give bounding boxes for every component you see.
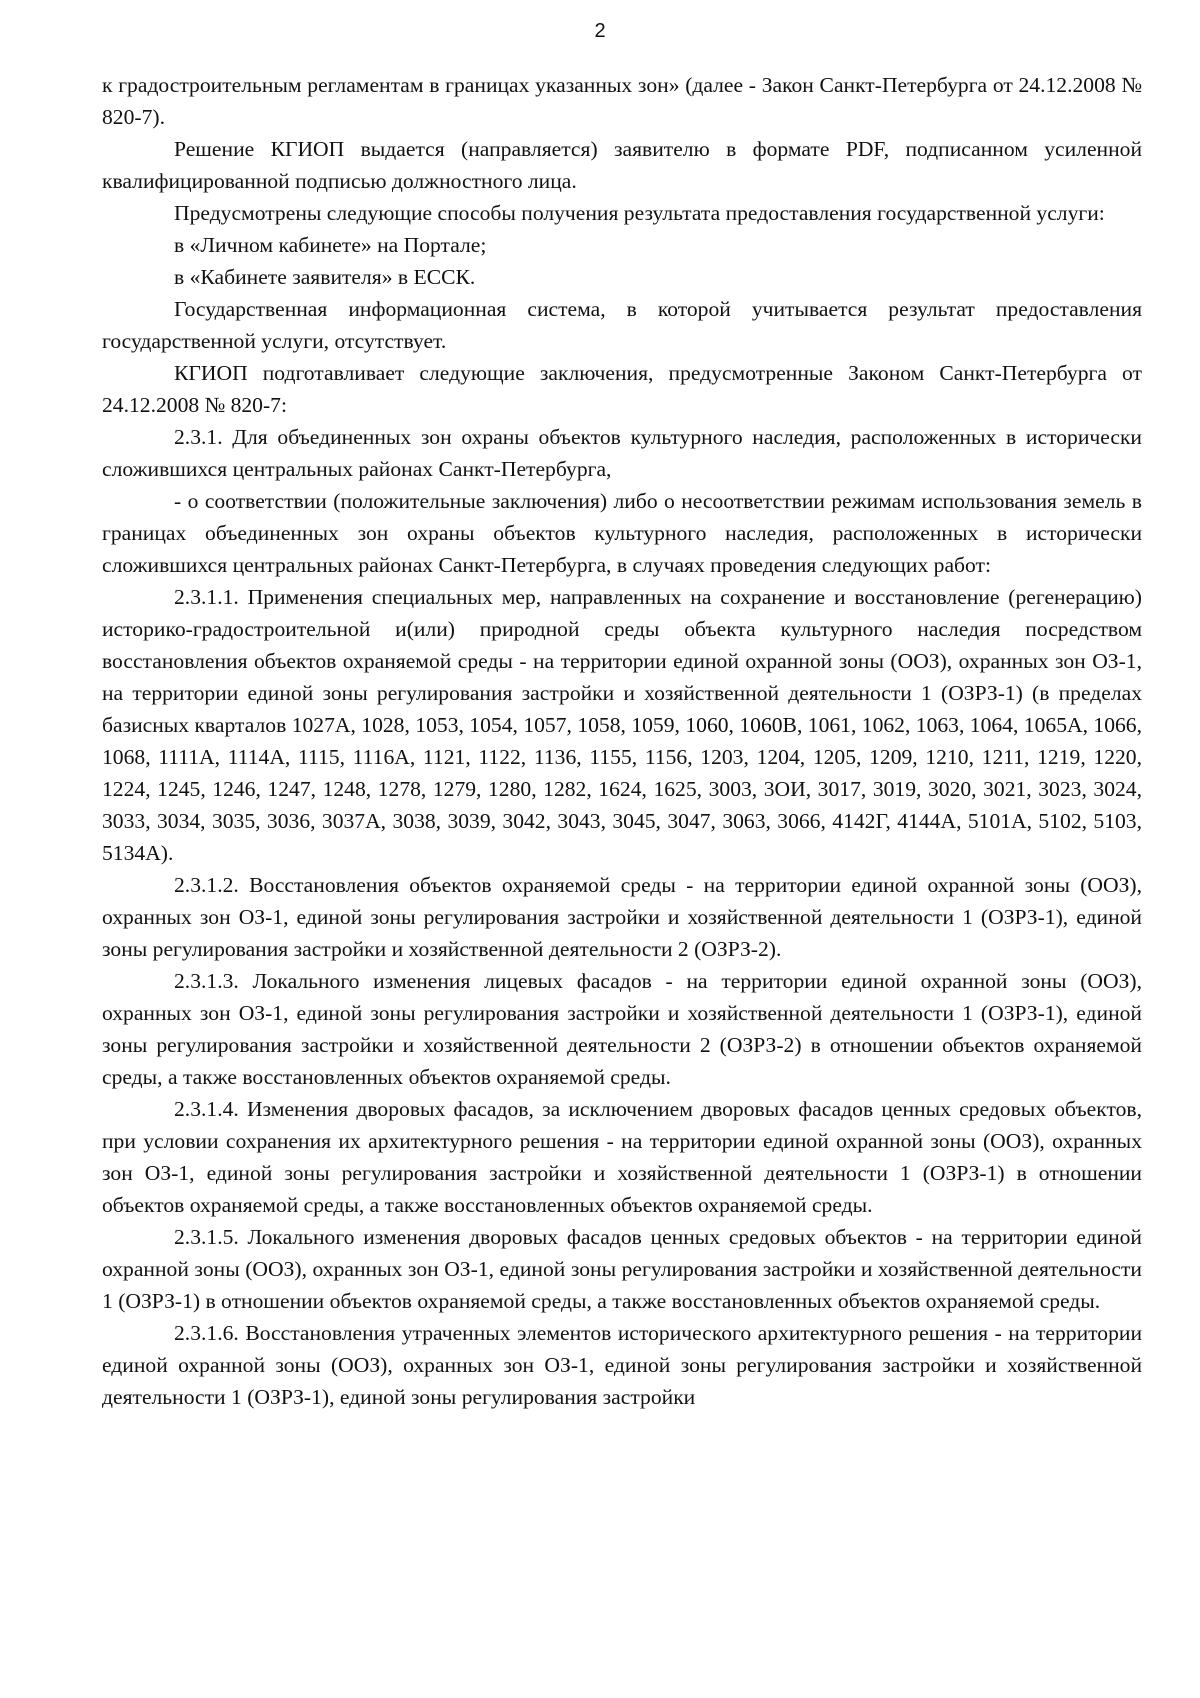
paragraph-law-reference: к градостроительным регламентам в границах указанных зон» (далее - Закон Санкт-Петербурга от 24.12.2008 № 820-7). [102, 73, 1142, 129]
list-item-personal-cabinet: в «Личном кабинете» на Портале; [174, 233, 487, 257]
paragraph-decision-format: Решение КГИОП выдается (направляется) заявителю в формате PDF, подписанном усиленной квалифицированной подписью должностного лица. [102, 137, 1142, 193]
paragraph-delivery-methods: Предусмотрены следующие способы получения результата предоставления государственной услуги: [174, 201, 1105, 225]
clause-2-3-1-2: 2.3.1.2. Восстановления объектов охраняемой среды - на территории единой охранной зоны (ООЗ), охранных зон ОЗ-1, единой зоны регулирования застройки и хозяйственной деятельности 1 (ОЗРЗ-1), единой зоны регулирования застройки и хозяйственной деятельности 2 (ОЗРЗ-2). [102, 873, 1142, 961]
clause-2-3-1-3: 2.3.1.3. Локального изменения лицевых фасадов - на территории единой охранной зоны (ООЗ), охранных зон ОЗ-1, единой зоны регулирования застройки и хозяйственной деятельности 1 (ОЗРЗ-1), единой зоны регулирования застройки и хозяйственной деятельности 2 (ОЗРЗ-2) в отношении объектов охраняемой среды, а также восстановленных объектов охраняемой среды. [102, 969, 1142, 1089]
paragraph-information-system: Государственная информационная система, в которой учитывается результат предоставления государственной услуги, отсутствует. [102, 297, 1142, 353]
page-number: 2 [594, 20, 606, 42]
document-body [102, 69, 1142, 1413]
clause-2-3-1: 2.3.1. Для объединенных зон охраны объектов культурного наследия, расположенных в исторически сложившихся центральных районах Санкт-Петербурга, [102, 425, 1142, 481]
clause-2-3-1-1: 2.3.1.1. Применения специальных мер, направленных на сохранение и восстановление (регенерацию) историко-градостроительной и(или) природной среды объекта культурного наследия посредством восстановления объектов охраняемой среды - на территории единой охранной зоны (ООЗ), охранных зон ОЗ-1, на территории единой зоны регулирования застройки и хозяйственной деятельности 1 (ОЗРЗ-1) (в пределах базисных кварталов 1027А, 1028, 1053, 1054, 1057, 1058, 1059, 1060, 1060В, 1061, 1062, 1063, 1064, 1065А, 1066, 1068, 1111А, 1114А, 1115, 1116А, 1121, 1122, 1136, 1155, 1156, 1203, 1204, 1205, 1209, 1210, 1211, 1219, 1220, 1224, 1245, 1246, 1247, 1248, 1278, 1279, 1280, 1282, 1624, 1625, 3003, 3ОИ, 3017, 3019, 3020, 3021, 3023, 3024, 3033, 3034, 3035, 3036, 3037А, 3038, 3039, 3042, 3043, 3045, 3047, 3063, 3066, 4142Г, 4144А, 5101А, 5102, 5103, 5134А). [102, 585, 1142, 865]
paragraph-conclusions-intro: КГИОП подготавливает следующие заключения, предусмотренные Законом Санкт-Петербурга от 24.12.2008 № 820-7: [102, 361, 1142, 417]
clause-2-3-1-4: 2.3.1.4. Изменения дворовых фасадов, за исключением дворовых фасадов ценных средовых объектов, при условии сохранения их архитектурного решения - на территории единой охранной зоны (ООЗ), охранных зон ОЗ-1, единой зоны регулирования застройки и хозяйственной деятельности 1 (ОЗРЗ-1) в отношении объектов охраняемой среды, а также восстановленных объектов охраняемой среды. [102, 1097, 1142, 1217]
clause-2-3-1-conformity: - о соответствии (положительные заключения) либо о несоответствии режимам использования земель в границах объединенных зон охраны объектов культурного наследия, расположенных в исторически сложившихся центральных районах Санкт-Петербурга, в случаях проведения следующих работ: [102, 489, 1142, 577]
clause-2-3-1-5: 2.3.1.5. Локального изменения дворовых фасадов ценных средовых объектов - на территории единой охранной зоны (ООЗ), охранных зон ОЗ-1, единой зоны регулирования застройки и хозяйственной деятельности 1 (ОЗРЗ-1) в отношении объектов охраняемой среды, а также восстановленных объектов охраняемой среды. [102, 1225, 1142, 1313]
clause-2-3-1-6: 2.3.1.6. Восстановления утраченных элементов исторического архитектурного решения - на территории единой охранной зоны (ООЗ), охранных зон ОЗ-1, единой зоны регулирования застройки и хозяйственной деятельности 1 (ОЗРЗ-1), единой зоны регулирования застройки [102, 1321, 1142, 1409]
list-item-applicant-cabinet: в «Кабинете заявителя» в ЕССК. [174, 265, 476, 289]
